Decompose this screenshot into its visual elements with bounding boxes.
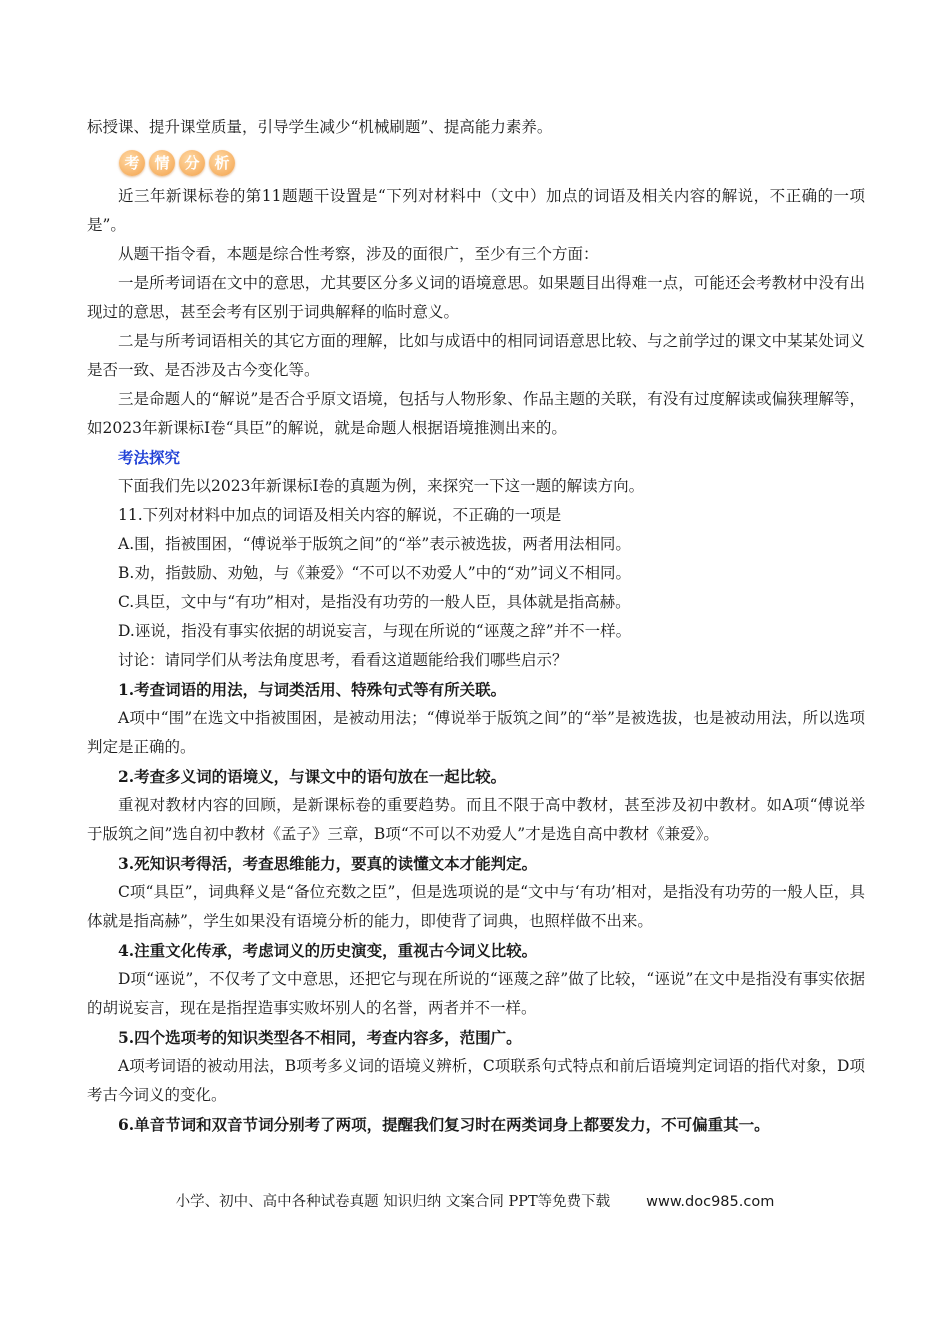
point-text: A项考词语的被动用法，B项考多义词的语境义辨析，C项联系句式特点和前后语境判定词语的指代对象，D项考古今词义的变化。	[87, 1057, 865, 1104]
point-heading: 3.死知识考得活，考查思维能力，要真的读懂文本才能判定。	[118, 854, 538, 873]
point-heading: 1.考查词语的用法，与词类活用、特殊句式等有所关联。	[118, 680, 507, 699]
footer-site-link[interactable]: www.doc985.com	[646, 1194, 775, 1210]
paragraph: 二是与所考词语相关的其它方面的理解，比如与成语中的相同词语意思比较、与之前学过的课文中某某处词义是否一致、是否涉及古今变化等。	[87, 332, 865, 379]
paragraph-continuation: 标授课、提升课堂质量，引导学生减少“机械刷题”、提高能力素养。	[87, 118, 553, 136]
point-text: C项“具臣”，词典释义是“备位充数之臣”，但是选项说的是“文中与‘有功’相对，是指没有功劳的一般人臣，具体就是指高赫”，学生如果没有语境分析的能力，即使背了词典，也照样做不出来。	[87, 883, 865, 930]
question-stem: 11.下列对材料中加点的词语及相关内容的解说，不正确的一项是	[118, 506, 562, 524]
point-text: 重视对教材内容的回顾，是新课标卷的重要趋势。而且不限于高中教材，甚至涉及初中教材。如A项“傅说举于版筑之间”选自初中教材《孟子》三章，B项“不可以不劝爱人”才是选自高中教材《兼爱》。	[87, 796, 865, 843]
option-a: A.围，指被围困，“傅说举于版筑之间”的“举”表示被选拔，两者用法相同。	[118, 535, 631, 553]
banner-badges	[119, 150, 235, 176]
paragraph: 从题干指令看，本题是综合性考察，涉及的面很广，至少有三个方面：	[118, 245, 599, 263]
banner-char: 分	[179, 150, 205, 176]
section-banner	[87, 142, 865, 182]
point-heading: 4.注重文化传承，考虑词义的历史演变，重视古今词义比较。	[118, 941, 538, 960]
footer-text: 小学、初中、高中各种试卷真题 知识归纳 文案合同 PPT等免费下载	[175, 1194, 611, 1210]
point-text: D项“诬说”，不仅考了文中意思，还把它与现在所说的“诬蔑之辞”做了比较，“诬说”在文中是指没有事实依据的胡说妄言，现在是指捏造事实败坏别人的名誉，两者并不一样。	[87, 970, 865, 1017]
discussion-prompt: 讨论：请同学们从考法角度思考，看看这道题能给我们哪些启示？	[118, 651, 568, 669]
banner-char: 考	[119, 150, 145, 176]
section-heading-explore: 考法探究	[118, 448, 181, 467]
point-heading: 5.四个选项考的知识类型各不相同，考查内容多，范围广。	[118, 1028, 522, 1047]
banner-char: 析	[209, 150, 235, 176]
option-b: B.劝，指鼓励、劝勉，与《兼爱》“不可以不劝爱人”中的“劝”词义不相同。	[118, 564, 632, 582]
point-text: A项中“围”在选文中指被围困，是被动用法；“傅说举于版筑之间”的“举”是被选拔，也是被动用法，所以选项判定是正确的。	[87, 709, 865, 756]
point-heading: 2.考查多义词的语境义，与课文中的语句放在一起比较。	[118, 767, 507, 786]
paragraph: 下面我们先以2023年新课标Ⅰ卷的真题为例，来探究一下这一题的解读方向。	[118, 477, 645, 495]
document-body	[87, 113, 865, 1139]
point-heading: 6.单音节词和双音节词分别考了两项，提醒我们复习时在两类词身上都要发力，不可偏重其一。	[118, 1115, 770, 1134]
paragraph: 一是所考词语在文中的意思，尤其要区分多义词的语境意思。如果题目出得难一点，可能还会考教材中没有出现过的意思，甚至会考有区别于词典解释的临时意义。	[87, 274, 865, 321]
paragraph: 三是命题人的“解说”是否合乎原文语境，包括与人物形象、作品主题的关联，有没有过度解读或偏狭理解等，如2023年新课标Ⅰ卷“具臣”的解说，就是命题人根据语境推测出来的。	[87, 390, 865, 437]
option-c: C.具臣，文中与“有功”相对，是指没有功劳的一般人臣，具体就是指高赫。	[118, 593, 631, 611]
banner-char: 情	[149, 150, 175, 176]
page-footer	[0, 1190, 950, 1211]
paragraph: 近三年新课标卷的第11题题干设置是“下列对材料中（文中）加点的词语及相关内容的解说，不正确的一项是”。	[87, 187, 865, 234]
option-d: D.诬说，指没有事实依据的胡说妄言，与现在所说的“诬蔑之辞”并不一样。	[118, 622, 632, 640]
